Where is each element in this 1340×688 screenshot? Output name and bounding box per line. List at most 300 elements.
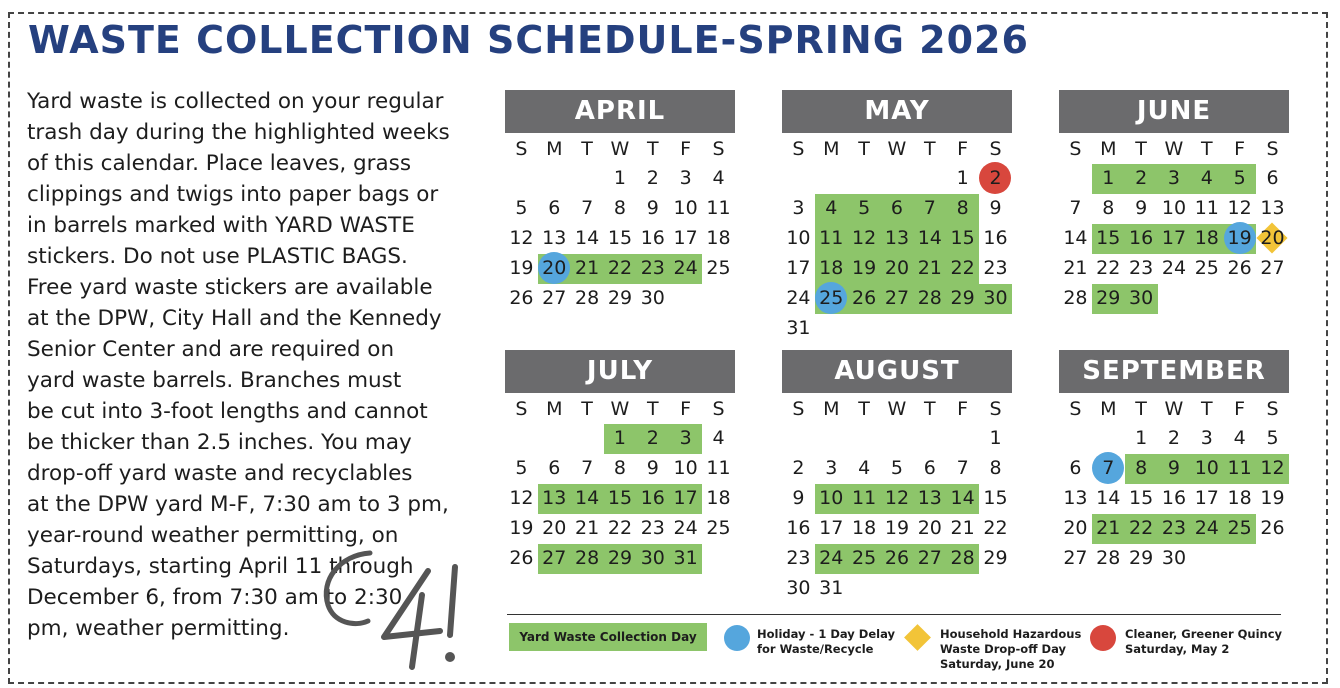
day-cell: 29 bbox=[1129, 547, 1154, 569]
day-cell: 14 bbox=[917, 227, 942, 249]
day-cell: 8 bbox=[1135, 457, 1148, 479]
day-cell: 11 bbox=[819, 227, 844, 249]
intro-line: year-round weather permitting, on bbox=[27, 523, 399, 548]
intro-line: drop-off yard waste and recyclables bbox=[27, 461, 413, 486]
week-row bbox=[782, 163, 1012, 193]
intro-line: yard waste barrels. Branches must bbox=[27, 368, 402, 393]
intro-line: Saturdays, starting April 11 through bbox=[27, 554, 414, 579]
day-cell: 10 bbox=[1161, 197, 1187, 219]
day-cell bbox=[1092, 423, 1125, 453]
day-cell: 14 bbox=[1063, 227, 1088, 249]
day-cell: 15 bbox=[1096, 227, 1121, 249]
legend-holiday: Holiday - 1 Day Delay for Waste/Recycle bbox=[757, 627, 895, 656]
week-row bbox=[505, 453, 735, 483]
day-cell: 3 bbox=[679, 167, 692, 189]
month-header: SEPTEMBER bbox=[1059, 350, 1289, 393]
day-cell bbox=[979, 573, 1012, 603]
day-cell: 13 bbox=[1260, 197, 1285, 219]
day-cell bbox=[1223, 543, 1256, 573]
day-cell: 7 bbox=[923, 197, 936, 219]
day-cell: 14 bbox=[575, 227, 600, 249]
intro-line: Yard waste is collected on your regular bbox=[27, 89, 444, 114]
day-cell: 20 bbox=[542, 517, 567, 539]
cleaner-day-cell: 2 bbox=[979, 163, 1012, 193]
weekday-label: M bbox=[823, 138, 840, 160]
day-cell: 8 bbox=[989, 457, 1002, 479]
intro-line: Senior Center and are required on bbox=[27, 337, 395, 362]
weekday-label: T bbox=[923, 398, 936, 420]
day-cell: 19 bbox=[509, 517, 534, 539]
day-cell bbox=[913, 163, 946, 193]
day-cell bbox=[782, 423, 815, 453]
day-cell: 16 bbox=[786, 517, 811, 539]
day-cell: 22 bbox=[1096, 257, 1121, 279]
day-cell: 4 bbox=[825, 197, 838, 219]
day-cell: 2 bbox=[646, 427, 659, 449]
day-cell: 24 bbox=[673, 257, 698, 279]
week-row bbox=[782, 573, 1012, 603]
day-cell: 5 bbox=[890, 457, 903, 479]
intro-line: at the DPW, City Hall and the Kennedy bbox=[27, 306, 442, 331]
holiday-day-cell: 19 bbox=[1223, 223, 1256, 253]
day-cell: 6 bbox=[1069, 457, 1082, 479]
day-cell: 29 bbox=[607, 287, 633, 309]
intro-line: pm, weather permitting. bbox=[27, 616, 290, 641]
day-cell: 24 bbox=[673, 517, 698, 539]
month-header: JULY bbox=[505, 350, 735, 393]
week-row bbox=[505, 543, 735, 573]
day-cell: 21 bbox=[950, 517, 975, 539]
day-cell: 5 bbox=[1266, 427, 1279, 449]
week-row bbox=[782, 513, 1012, 543]
weekday-label: W bbox=[1164, 398, 1184, 420]
day-cell: 16 bbox=[1161, 487, 1187, 509]
legend-yard-waste: Yard Waste Collection Day bbox=[509, 623, 707, 651]
day-cell: 29 bbox=[607, 547, 633, 569]
day-cell: 15 bbox=[1129, 487, 1154, 509]
weekday-label: M bbox=[546, 398, 563, 420]
day-cell: 19 bbox=[1260, 487, 1285, 509]
weekday-label: T bbox=[858, 138, 870, 160]
day-cell: 6 bbox=[548, 457, 561, 479]
day-cell: 17 bbox=[673, 227, 698, 249]
day-cell: 28 bbox=[575, 547, 600, 569]
weekday-label: F bbox=[680, 398, 692, 420]
day-cell: 1 bbox=[613, 427, 626, 449]
day-cell: 18 bbox=[1194, 227, 1219, 249]
legend-cleaner: Cleaner, Greener Quincy Saturday, May 2 bbox=[1125, 627, 1283, 656]
day-cell: 29 bbox=[983, 547, 1008, 569]
weekday-label: T bbox=[1200, 138, 1213, 160]
day-cell: 25 bbox=[706, 257, 731, 279]
day-cell: 6 bbox=[890, 197, 903, 219]
day-cell: 5 bbox=[1233, 167, 1246, 189]
weekday-label: S bbox=[792, 138, 805, 160]
week-row bbox=[1059, 283, 1289, 313]
day-cell: 8 bbox=[613, 197, 626, 219]
week-row bbox=[782, 223, 1012, 253]
weekday-label: S bbox=[1069, 398, 1082, 420]
intro-line: stickers. Do not use PLASTIC BAGS. bbox=[27, 244, 408, 269]
handwritten-note bbox=[300, 545, 490, 675]
day-cell: 19 bbox=[509, 257, 534, 279]
weekday-header-row bbox=[782, 135, 1012, 163]
day-cell: 2 bbox=[1135, 167, 1148, 189]
day-cell: 1 bbox=[1135, 427, 1148, 449]
day-cell: 24 bbox=[1194, 517, 1219, 539]
intro-line: Free yard waste stickers are available bbox=[27, 275, 433, 300]
day-cell: 22 bbox=[607, 517, 633, 539]
day-cell: 12 bbox=[884, 487, 910, 509]
day-cell: 29 bbox=[1096, 287, 1121, 309]
day-cell: 9 bbox=[646, 457, 659, 479]
day-cell bbox=[881, 163, 914, 193]
month-august bbox=[782, 350, 1012, 603]
weekday-header-row bbox=[782, 395, 1012, 423]
weekday-label: W bbox=[887, 138, 907, 160]
day-cell: 3 bbox=[679, 427, 692, 449]
day-cell bbox=[538, 163, 571, 193]
day-cell bbox=[1158, 283, 1191, 313]
holiday-day-cell: 20 bbox=[538, 253, 571, 283]
weekday-label: F bbox=[957, 138, 969, 160]
day-cell: 25 bbox=[706, 517, 731, 539]
day-cell: 23 bbox=[640, 517, 665, 539]
day-cell: 5 bbox=[515, 457, 528, 479]
day-cell: 10 bbox=[673, 197, 698, 219]
week-row bbox=[782, 543, 1012, 573]
week-row bbox=[1059, 543, 1289, 573]
weekday-label: S bbox=[1266, 398, 1279, 420]
week-row bbox=[505, 283, 735, 313]
day-cell: 26 bbox=[884, 547, 910, 569]
day-cell: 30 bbox=[1129, 287, 1154, 309]
day-cell: 17 bbox=[1161, 227, 1187, 249]
day-cell bbox=[979, 313, 1012, 343]
day-cell bbox=[1223, 283, 1256, 313]
weekday-label: T bbox=[646, 398, 659, 420]
month-april bbox=[505, 90, 735, 313]
week-row bbox=[1059, 163, 1289, 193]
day-cell: 8 bbox=[613, 457, 626, 479]
day-cell: 16 bbox=[983, 227, 1008, 249]
day-cell: 16 bbox=[640, 487, 665, 509]
day-cell: 12 bbox=[1227, 197, 1252, 219]
weekday-label: M bbox=[1100, 138, 1117, 160]
day-cell bbox=[1256, 543, 1289, 573]
week-row bbox=[782, 313, 1012, 343]
day-cell bbox=[913, 423, 946, 453]
intro-line: of this calendar. Place leaves, grass bbox=[27, 151, 412, 176]
week-row bbox=[1059, 513, 1289, 543]
day-cell bbox=[815, 163, 848, 193]
day-cell: 18 bbox=[1227, 487, 1252, 509]
day-cell: 4 bbox=[1200, 167, 1213, 189]
day-cell: 11 bbox=[706, 197, 731, 219]
weekday-label: S bbox=[1266, 138, 1279, 160]
day-cell: 30 bbox=[786, 577, 811, 599]
weekday-label: S bbox=[515, 138, 528, 160]
day-cell: 31 bbox=[786, 317, 811, 339]
day-cell: 16 bbox=[1129, 227, 1154, 249]
month-header: AUGUST bbox=[782, 350, 1012, 393]
day-cell: 14 bbox=[950, 487, 975, 509]
day-cell: 26 bbox=[509, 287, 534, 309]
day-cell bbox=[571, 163, 604, 193]
month-july bbox=[505, 350, 735, 573]
intro-line: in barrels marked with YARD WASTE bbox=[27, 213, 415, 238]
day-cell: 22 bbox=[983, 517, 1008, 539]
weekday-label: M bbox=[823, 398, 840, 420]
week-row bbox=[782, 193, 1012, 223]
day-cell: 7 bbox=[581, 457, 594, 479]
day-cell: 4 bbox=[712, 427, 725, 449]
day-cell: 20 bbox=[884, 257, 910, 279]
week-row bbox=[505, 253, 735, 283]
day-cell: 26 bbox=[509, 547, 534, 569]
day-cell: 26 bbox=[1227, 257, 1252, 279]
week-row bbox=[1059, 423, 1289, 453]
day-cell: 24 bbox=[786, 287, 811, 309]
intro-line: December 6, from 7:30 am to 2:30 bbox=[27, 585, 403, 610]
weekday-label: S bbox=[989, 398, 1002, 420]
weekday-label: W bbox=[610, 138, 630, 160]
week-row bbox=[1059, 483, 1289, 513]
day-cell bbox=[1190, 283, 1223, 313]
day-cell bbox=[848, 423, 881, 453]
day-cell: 31 bbox=[673, 547, 698, 569]
weekday-header-row bbox=[1059, 135, 1289, 163]
day-cell: 3 bbox=[825, 457, 838, 479]
day-cell: 9 bbox=[989, 197, 1002, 219]
day-cell: 23 bbox=[983, 257, 1008, 279]
weekday-label: M bbox=[1100, 398, 1117, 420]
day-cell: 17 bbox=[1194, 487, 1219, 509]
day-cell bbox=[848, 573, 881, 603]
day-cell bbox=[913, 313, 946, 343]
day-cell: 27 bbox=[884, 287, 910, 309]
day-cell: 13 bbox=[542, 227, 567, 249]
day-cell: 30 bbox=[640, 547, 665, 569]
day-cell: 6 bbox=[548, 197, 561, 219]
day-cell: 11 bbox=[852, 487, 877, 509]
weekday-label: T bbox=[581, 398, 593, 420]
day-cell bbox=[848, 163, 881, 193]
week-row bbox=[505, 163, 735, 193]
day-cell bbox=[505, 423, 538, 453]
day-cell: 27 bbox=[1063, 547, 1088, 569]
day-cell: 29 bbox=[950, 287, 975, 309]
week-row bbox=[505, 423, 735, 453]
week-row bbox=[1059, 453, 1289, 483]
day-cell bbox=[881, 313, 914, 343]
day-cell: 10 bbox=[1194, 457, 1219, 479]
weekday-label: T bbox=[1135, 138, 1147, 160]
day-cell: 30 bbox=[983, 287, 1008, 309]
day-cell: 18 bbox=[819, 257, 844, 279]
day-cell: 18 bbox=[706, 227, 731, 249]
day-cell: 3 bbox=[1200, 427, 1213, 449]
month-header: APRIL bbox=[505, 90, 735, 133]
week-row bbox=[782, 253, 1012, 283]
day-cell: 23 bbox=[640, 257, 665, 279]
weekday-label: T bbox=[646, 138, 659, 160]
day-cell bbox=[669, 283, 702, 313]
day-cell: 25 bbox=[1227, 517, 1252, 539]
day-cell: 2 bbox=[646, 167, 659, 189]
page-title: WASTE COLLECTION SCHEDULE-SPRING 2026 bbox=[28, 18, 1029, 62]
day-cell: 31 bbox=[819, 577, 844, 599]
week-row bbox=[1059, 223, 1289, 253]
day-cell: 22 bbox=[950, 257, 975, 279]
weekday-label: F bbox=[680, 138, 692, 160]
holiday-day-cell: 7 bbox=[1092, 453, 1125, 483]
weekday-label: T bbox=[923, 138, 936, 160]
weekday-label: W bbox=[887, 398, 907, 420]
day-cell: 24 bbox=[819, 547, 844, 569]
day-cell: 11 bbox=[706, 457, 731, 479]
day-cell: 24 bbox=[1161, 257, 1187, 279]
day-cell bbox=[571, 423, 604, 453]
day-cell: 4 bbox=[858, 457, 871, 479]
day-cell: 4 bbox=[1233, 427, 1246, 449]
day-cell: 9 bbox=[646, 197, 659, 219]
day-cell: 13 bbox=[1063, 487, 1088, 509]
day-cell: 27 bbox=[542, 547, 567, 569]
weekday-label: S bbox=[712, 398, 725, 420]
day-cell: 27 bbox=[542, 287, 567, 309]
week-row bbox=[1059, 253, 1289, 283]
month-june bbox=[1059, 90, 1289, 313]
day-cell: 28 bbox=[575, 287, 600, 309]
weekday-label: T bbox=[1200, 398, 1213, 420]
weekday-header-row bbox=[505, 395, 735, 423]
day-cell: 1 bbox=[1102, 167, 1115, 189]
day-cell: 27 bbox=[917, 547, 942, 569]
weekday-header-row bbox=[505, 135, 735, 163]
day-cell: 26 bbox=[1260, 517, 1285, 539]
day-cell: 12 bbox=[1260, 457, 1285, 479]
day-cell: 15 bbox=[983, 487, 1008, 509]
day-cell: 13 bbox=[542, 487, 567, 509]
weekday-label: T bbox=[1135, 398, 1147, 420]
day-cell: 14 bbox=[1096, 487, 1121, 509]
weekday-label: F bbox=[1234, 398, 1246, 420]
day-cell: 23 bbox=[786, 547, 811, 569]
day-cell: 15 bbox=[607, 227, 633, 249]
day-cell: 21 bbox=[917, 257, 942, 279]
day-cell bbox=[913, 573, 946, 603]
intro-line: be cut into 3-foot lengths and cannot bbox=[27, 399, 428, 424]
month-september bbox=[1059, 350, 1289, 573]
day-cell bbox=[1256, 283, 1289, 313]
day-cell: 7 bbox=[1069, 197, 1082, 219]
day-cell: 5 bbox=[858, 197, 871, 219]
weekday-label: S bbox=[792, 398, 805, 420]
hazardous-day-cell: 20 bbox=[1256, 223, 1289, 253]
day-cell: 12 bbox=[509, 487, 534, 509]
day-cell: 11 bbox=[1227, 457, 1252, 479]
day-cell: 5 bbox=[515, 197, 528, 219]
day-cell: 17 bbox=[786, 257, 811, 279]
day-cell bbox=[946, 423, 979, 453]
week-row bbox=[1059, 193, 1289, 223]
holiday-day-cell: 25 bbox=[815, 283, 848, 313]
day-cell: 21 bbox=[1096, 517, 1121, 539]
day-cell: 25 bbox=[1194, 257, 1219, 279]
day-cell bbox=[702, 283, 735, 313]
weekday-label: T bbox=[581, 138, 593, 160]
weekday-label: F bbox=[1234, 138, 1246, 160]
day-cell: 25 bbox=[852, 547, 877, 569]
week-row bbox=[782, 423, 1012, 453]
day-cell: 28 bbox=[1096, 547, 1121, 569]
day-cell: 15 bbox=[607, 487, 633, 509]
day-cell: 28 bbox=[950, 547, 975, 569]
day-cell bbox=[1059, 163, 1092, 193]
day-cell bbox=[505, 163, 538, 193]
cleaner-dot-icon bbox=[1090, 625, 1116, 651]
day-cell: 7 bbox=[956, 457, 969, 479]
week-row bbox=[505, 483, 735, 513]
week-row bbox=[782, 483, 1012, 513]
day-cell bbox=[1059, 423, 1092, 453]
day-cell: 19 bbox=[884, 517, 910, 539]
day-cell: 20 bbox=[917, 517, 942, 539]
day-cell: 2 bbox=[1167, 427, 1180, 449]
day-cell: 27 bbox=[1260, 257, 1285, 279]
day-cell: 9 bbox=[1167, 457, 1180, 479]
day-cell: 2 bbox=[792, 457, 805, 479]
day-cell: 23 bbox=[1129, 257, 1154, 279]
week-row bbox=[782, 283, 1012, 313]
day-cell: 30 bbox=[640, 287, 665, 309]
weekday-label: S bbox=[515, 398, 528, 420]
day-cell: 21 bbox=[575, 257, 600, 279]
day-cell: 3 bbox=[1167, 167, 1180, 189]
day-cell bbox=[538, 423, 571, 453]
weekday-label: S bbox=[989, 138, 1002, 160]
month-may bbox=[782, 90, 1012, 343]
day-cell: 14 bbox=[575, 487, 600, 509]
day-cell bbox=[946, 313, 979, 343]
day-cell: 13 bbox=[917, 487, 942, 509]
week-row bbox=[505, 513, 735, 543]
day-cell: 8 bbox=[956, 197, 969, 219]
day-cell: 12 bbox=[509, 227, 534, 249]
day-cell: 21 bbox=[575, 517, 600, 539]
month-header: MAY bbox=[782, 90, 1012, 133]
day-cell: 17 bbox=[819, 517, 844, 539]
day-cell: 1 bbox=[613, 167, 626, 189]
intro-line: be thicker than 2.5 inches. You may bbox=[27, 430, 412, 455]
day-cell: 12 bbox=[852, 227, 877, 249]
day-cell: 10 bbox=[673, 457, 698, 479]
weekday-label: T bbox=[858, 398, 870, 420]
day-cell bbox=[702, 543, 735, 573]
day-cell bbox=[881, 573, 914, 603]
day-cell: 1 bbox=[956, 167, 969, 189]
day-cell: 21 bbox=[1063, 257, 1088, 279]
legend-divider bbox=[507, 614, 1281, 615]
day-cell bbox=[848, 313, 881, 343]
day-cell: 9 bbox=[1135, 197, 1148, 219]
intro-line: at the DPW yard M-F, 7:30 am to 3 pm, bbox=[27, 492, 449, 517]
holiday-dot-icon bbox=[724, 625, 750, 651]
day-cell: 30 bbox=[1161, 547, 1187, 569]
day-cell: 6 bbox=[923, 457, 936, 479]
weekday-label: S bbox=[712, 138, 725, 160]
